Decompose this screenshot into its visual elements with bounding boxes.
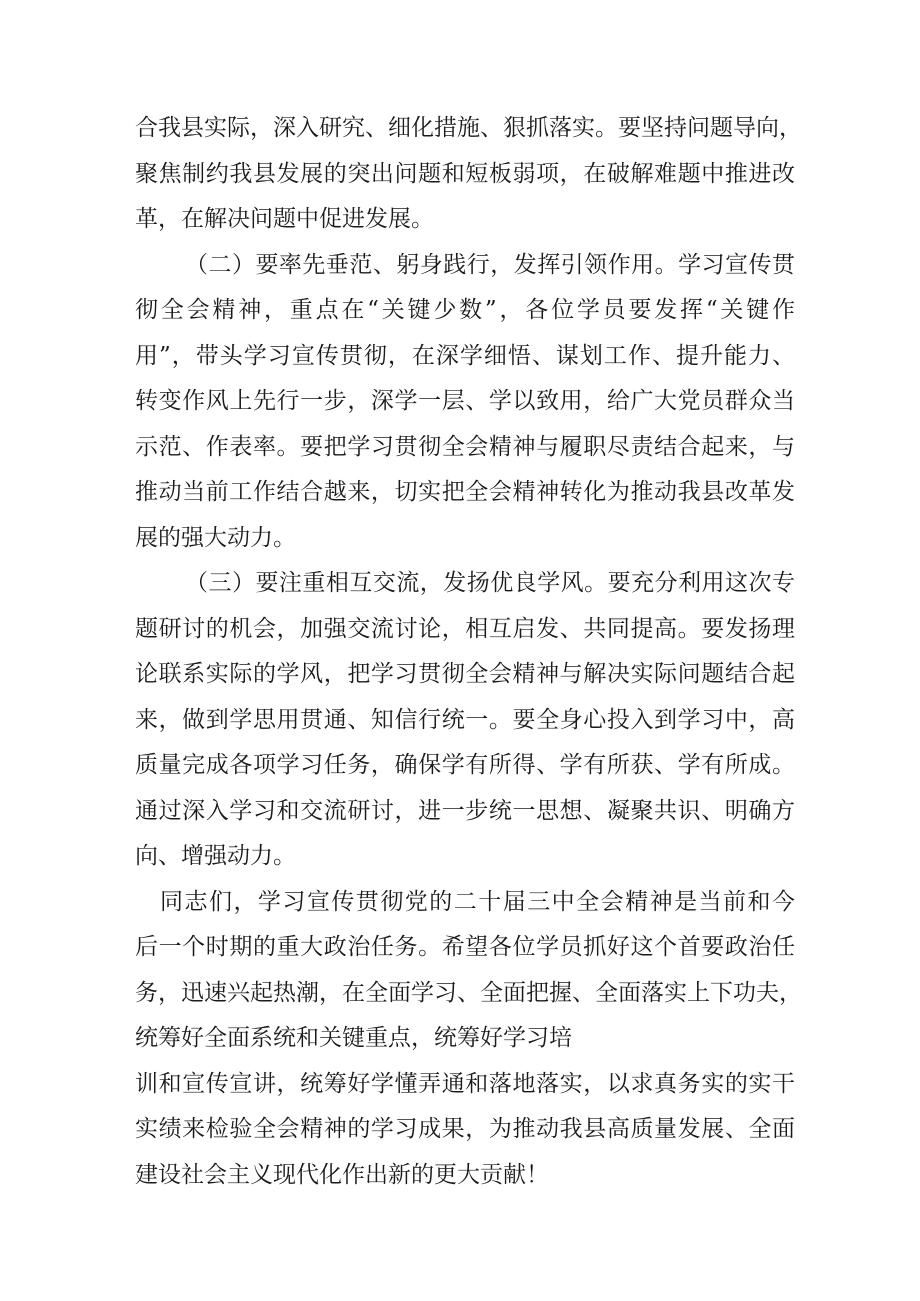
text-line: 后一个时期的重大政治任务。希望各位学员抓好这个首要政治任 [135, 934, 795, 960]
text-line: 向、增强动力。 [135, 843, 296, 869]
text-line: 彻全会精神，重点在“关键少数”，各位学员要发挥“关键作 [135, 297, 795, 323]
text-line: 来，做到学思用贯通、知信行统一。要全身心投入到学习中，高 [135, 707, 795, 733]
text-line: （三）要注重相互交流，发扬优良学风。要充分利用这次专 [185, 570, 795, 596]
text-line: 聚焦制约我县发展的突出问题和短板弱项，在破解难题中推进改 [135, 161, 795, 187]
text-line: 质量完成各项学习任务，确保学有所得、学有所获、学有所成。 [135, 752, 795, 778]
text-line: 题研讨的机会，加强交流讨论，相互启发、共同提高。要发扬理 [135, 616, 795, 642]
text-line: 训和宣传宣讲，统筹好学懂弄通和落地落实，以求真务实的实干 [135, 1071, 795, 1097]
text-line: 转变作风上先行一步，深学一层、学以致用，给广大党员群众当 [135, 388, 795, 414]
text-line: 实绩来检验全会精神的学习成果，为推动我县高质量发展、全面 [135, 1116, 795, 1142]
text-line: 示范、作表率。要把学习贯彻全会精神与履职尽责结合起来，与 [135, 434, 795, 460]
text-line: 展的强大动力。 [135, 525, 296, 551]
text-line: 合我县实际，深入研究、细化措施、狠抓落实。要坚持问题导向， [135, 115, 802, 141]
text-line: 用”，带头学习宣传贯彻，在深学细悟、谋划工作、提升能力、 [135, 343, 795, 369]
text-line: 同志们，学习宣传贯彻党的二十届三中全会精神是当前和今 [160, 889, 795, 915]
text-line: 建设社会主义现代化作出新的更大贡献！ [135, 1162, 549, 1188]
text-line: （二）要率先垂范、躬身践行，发挥引领作用。学习宣传贯 [185, 252, 795, 278]
text-line: 通过深入学习和交流研讨，进一步统一思想、凝聚共识、明确方 [135, 798, 795, 824]
text-line: 推动当前工作结合越来，切实把全会精神转化为推动我县改革发 [135, 479, 795, 505]
text-line: 务，迅速兴起热潮，在全面学习、全面把握、全面落实上下功夫， [135, 980, 802, 1006]
text-line: 统筹好全面系统和关键重点，统筹好学习培 [135, 1025, 572, 1051]
text-line: 论联系实际的学风，把学习贯彻全会精神与解决实际问题结合起 [135, 661, 795, 687]
text-line: 革，在解决问题中促进发展。 [135, 206, 434, 232]
